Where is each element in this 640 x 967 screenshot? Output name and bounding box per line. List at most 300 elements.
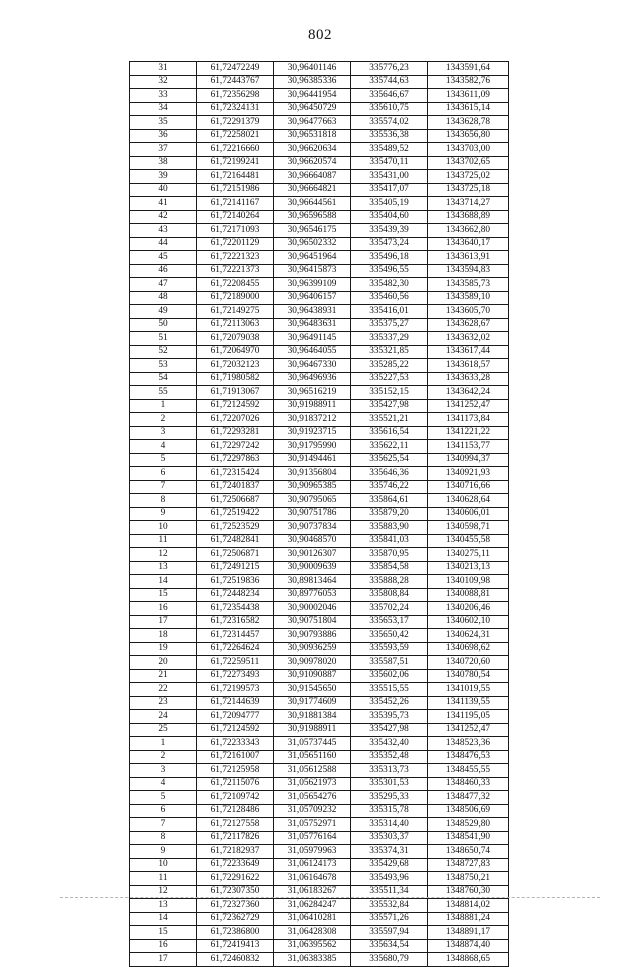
longitude-cell: 30,90793886 [274,629,351,643]
longitude-cell: 30,91881384 [274,710,351,724]
y-coordinate-cell: 1348727,83 [428,858,509,872]
point-number-cell: 9 [130,507,197,521]
x-coordinate-cell: 335493,96 [351,872,428,886]
x-coordinate-cell: 335879,20 [351,507,428,521]
longitude-cell: 30,96491145 [274,332,351,346]
longitude-cell: 30,96415873 [274,264,351,278]
latitude-cell: 61,72144639 [197,696,274,710]
longitude-cell: 31,05651160 [274,750,351,764]
y-coordinate-cell: 1348529,80 [428,818,509,832]
point-number-cell: 4 [130,440,197,454]
latitude-cell: 61,72141167 [197,197,274,211]
point-number-cell: 3 [130,426,197,440]
x-coordinate-cell: 335702,24 [351,602,428,616]
y-coordinate-cell: 1341195,05 [428,710,509,724]
x-coordinate-cell: 335470,11 [351,156,428,170]
x-coordinate-cell: 335375,27 [351,318,428,332]
x-coordinate-cell: 335625,54 [351,453,428,467]
longitude-cell: 30,96450729 [274,102,351,116]
y-coordinate-cell: 1343662,80 [428,224,509,238]
longitude-cell: 30,96406157 [274,291,351,305]
latitude-cell: 61,72124592 [197,723,274,737]
table-row [130,912,509,926]
x-coordinate-cell: 335746,22 [351,480,428,494]
y-coordinate-cell: 1348868,65 [428,953,509,967]
point-number-cell: 52 [130,345,197,359]
table-row [130,521,509,535]
x-coordinate-cell: 335680,79 [351,953,428,967]
table-row [130,629,509,643]
y-coordinate-cell: 1340716,66 [428,480,509,494]
y-coordinate-cell: 1343611,09 [428,89,509,103]
latitude-cell: 61,72354438 [197,602,274,616]
longitude-cell: 30,90751786 [274,507,351,521]
table-row [130,804,509,818]
table-row [130,696,509,710]
x-coordinate-cell: 335417,07 [351,183,428,197]
point-number-cell: 43 [130,224,197,238]
table-row [130,318,509,332]
coordinates-table-body [130,62,509,967]
latitude-cell: 61,72199241 [197,156,274,170]
x-coordinate-cell: 335395,73 [351,710,428,724]
x-coordinate-cell: 335653,17 [351,615,428,629]
x-coordinate-cell: 335427,98 [351,399,428,413]
latitude-cell: 61,72273493 [197,669,274,683]
latitude-cell: 61,72314457 [197,629,274,643]
latitude-cell: 61,72291379 [197,116,274,130]
x-coordinate-cell: 335496,18 [351,251,428,265]
x-coordinate-cell: 335574,02 [351,116,428,130]
table-row [130,156,509,170]
point-number-cell: 17 [130,953,197,967]
y-coordinate-cell: 1348460,33 [428,777,509,791]
latitude-cell: 61,72386800 [197,926,274,940]
longitude-cell: 30,90737834 [274,521,351,535]
y-coordinate-cell: 1343642,24 [428,386,509,400]
longitude-cell: 30,91923715 [274,426,351,440]
y-coordinate-cell: 1340720,60 [428,656,509,670]
longitude-cell: 30,90009639 [274,561,351,575]
latitude-cell: 61,72128486 [197,804,274,818]
point-number-cell: 44 [130,237,197,251]
latitude-cell: 61,72482841 [197,534,274,548]
table-row [130,764,509,778]
longitude-cell: 30,96664087 [274,170,351,184]
table-row [130,278,509,292]
table-row [130,62,509,76]
table-row [130,210,509,224]
table-row [130,642,509,656]
longitude-cell: 30,96596588 [274,210,351,224]
x-coordinate-cell: 335616,54 [351,426,428,440]
longitude-cell: 30,90936259 [274,642,351,656]
point-number-cell: 19 [130,642,197,656]
table-row [130,170,509,184]
longitude-cell: 30,90795065 [274,494,351,508]
y-coordinate-cell: 1343585,73 [428,278,509,292]
point-number-cell: 13 [130,899,197,913]
y-coordinate-cell: 1343617,44 [428,345,509,359]
point-number-cell: 11 [130,872,197,886]
latitude-cell: 61,72094777 [197,710,274,724]
y-coordinate-cell: 1340921,93 [428,467,509,481]
y-coordinate-cell: 1340780,54 [428,669,509,683]
table-row [130,345,509,359]
x-coordinate-cell: 335482,30 [351,278,428,292]
longitude-cell: 30,91795990 [274,440,351,454]
table-row [130,750,509,764]
longitude-cell: 30,91494461 [274,453,351,467]
longitude-cell: 31,05979963 [274,845,351,859]
latitude-cell: 61,72264624 [197,642,274,656]
table-row [130,710,509,724]
x-coordinate-cell: 335439,39 [351,224,428,238]
y-coordinate-cell: 1343605,70 [428,305,509,319]
longitude-cell: 30,90751804 [274,615,351,629]
latitude-cell: 61,72127558 [197,818,274,832]
y-coordinate-cell: 1341173,84 [428,413,509,427]
point-number-cell: 12 [130,548,197,562]
latitude-cell: 61,72125958 [197,764,274,778]
point-number-cell: 48 [130,291,197,305]
point-number-cell: 21 [130,669,197,683]
latitude-cell: 61,72259511 [197,656,274,670]
x-coordinate-cell: 335285,22 [351,359,428,373]
longitude-cell: 30,90468570 [274,534,351,548]
point-number-cell: 5 [130,791,197,805]
latitude-cell: 61,72221323 [197,251,274,265]
x-coordinate-cell: 335593,59 [351,642,428,656]
table-row [130,75,509,89]
latitude-cell: 61,72182937 [197,845,274,859]
point-number-cell: 40 [130,183,197,197]
x-coordinate-cell: 335610,75 [351,102,428,116]
longitude-cell: 31,05709232 [274,804,351,818]
latitude-cell: 61,72362729 [197,912,274,926]
longitude-cell: 30,96516219 [274,386,351,400]
y-coordinate-cell: 1348541,90 [428,831,509,845]
table-row [130,359,509,373]
longitude-cell: 31,06124173 [274,858,351,872]
y-coordinate-cell: 1348523,36 [428,737,509,751]
longitude-cell: 31,05776164 [274,831,351,845]
table-row [130,777,509,791]
x-coordinate-cell: 335227,53 [351,372,428,386]
latitude-cell: 61,72201129 [197,237,274,251]
longitude-cell: 30,91988911 [274,399,351,413]
longitude-cell: 31,05621973 [274,777,351,791]
longitude-cell: 30,96477663 [274,116,351,130]
latitude-cell: 61,72113063 [197,318,274,332]
longitude-cell: 30,96385336 [274,75,351,89]
y-coordinate-cell: 1343615,14 [428,102,509,116]
longitude-cell: 30,96644561 [274,197,351,211]
latitude-cell: 61,72519836 [197,575,274,589]
table-row [130,845,509,859]
table-row [130,399,509,413]
point-number-cell: 53 [130,359,197,373]
table-row [130,480,509,494]
longitude-cell: 30,96620634 [274,143,351,157]
point-number-cell: 20 [130,656,197,670]
latitude-cell: 61,72523529 [197,521,274,535]
longitude-cell: 30,90126307 [274,548,351,562]
table-row [130,548,509,562]
table-row [130,507,509,521]
x-coordinate-cell: 335313,73 [351,764,428,778]
y-coordinate-cell: 1343725,02 [428,170,509,184]
point-number-cell: 10 [130,858,197,872]
y-coordinate-cell: 1340109,98 [428,575,509,589]
y-coordinate-cell: 1343594,83 [428,264,509,278]
table-row [130,939,509,953]
point-number-cell: 42 [130,210,197,224]
y-coordinate-cell: 1343613,91 [428,251,509,265]
x-coordinate-cell: 335405,19 [351,197,428,211]
table-row [130,237,509,251]
x-coordinate-cell: 335776,23 [351,62,428,76]
longitude-cell: 30,96546175 [274,224,351,238]
x-coordinate-cell: 335521,21 [351,413,428,427]
point-number-cell: 39 [130,170,197,184]
longitude-cell: 30,91090887 [274,669,351,683]
latitude-cell: 61,72221373 [197,264,274,278]
table-row [130,494,509,508]
point-number-cell: 6 [130,467,197,481]
longitude-cell: 31,05612588 [274,764,351,778]
point-number-cell: 16 [130,939,197,953]
longitude-cell: 30,96464055 [274,345,351,359]
y-coordinate-cell: 1340698,62 [428,642,509,656]
table-row [130,723,509,737]
latitude-cell: 61,72448234 [197,588,274,602]
y-coordinate-cell: 1343656,80 [428,129,509,143]
y-coordinate-cell: 1340624,31 [428,629,509,643]
latitude-cell: 61,72161007 [197,750,274,764]
x-coordinate-cell: 335489,52 [351,143,428,157]
x-coordinate-cell: 335374,31 [351,845,428,859]
x-coordinate-cell: 335515,55 [351,683,428,697]
table-row [130,872,509,886]
point-number-cell: 50 [130,318,197,332]
latitude-cell: 61,72151986 [197,183,274,197]
x-coordinate-cell: 335511,34 [351,885,428,899]
y-coordinate-cell: 1343628,78 [428,116,509,130]
latitude-cell: 61,72491215 [197,561,274,575]
point-number-cell: 6 [130,804,197,818]
longitude-cell: 30,90978020 [274,656,351,670]
latitude-cell: 61,71980582 [197,372,274,386]
table-row [130,615,509,629]
x-coordinate-cell: 335536,38 [351,129,428,143]
longitude-cell: 31,05752971 [274,818,351,832]
x-coordinate-cell: 335571,26 [351,912,428,926]
latitude-cell: 61,72472249 [197,62,274,76]
latitude-cell: 61,72208455 [197,278,274,292]
longitude-cell: 30,90965385 [274,480,351,494]
y-coordinate-cell: 1340994,37 [428,453,509,467]
y-coordinate-cell: 1343633,28 [428,372,509,386]
page-number: 802 [308,27,332,43]
table-row [130,305,509,319]
point-number-cell: 34 [130,102,197,116]
latitude-cell: 61,72149275 [197,305,274,319]
point-number-cell: 2 [130,750,197,764]
x-coordinate-cell: 335303,37 [351,831,428,845]
x-coordinate-cell: 335634,54 [351,939,428,953]
y-coordinate-cell: 1343640,17 [428,237,509,251]
point-number-cell: 5 [130,453,197,467]
x-coordinate-cell: 335315,78 [351,804,428,818]
longitude-cell: 30,89776053 [274,588,351,602]
y-coordinate-cell: 1348477,32 [428,791,509,805]
longitude-cell: 30,91774609 [274,696,351,710]
longitude-cell: 30,96441954 [274,89,351,103]
y-coordinate-cell: 1341252,47 [428,723,509,737]
point-number-cell: 54 [130,372,197,386]
point-number-cell: 1 [130,737,197,751]
x-coordinate-cell: 335841,03 [351,534,428,548]
table-row [130,224,509,238]
table-row [130,818,509,832]
x-coordinate-cell: 335295,33 [351,791,428,805]
latitude-cell: 61,72189000 [197,291,274,305]
table-row [130,858,509,872]
latitude-cell: 61,72293281 [197,426,274,440]
y-coordinate-cell: 1343714,27 [428,197,509,211]
longitude-cell: 30,91988911 [274,723,351,737]
y-coordinate-cell: 1348881,24 [428,912,509,926]
latitude-cell: 61,72171093 [197,224,274,238]
point-number-cell: 4 [130,777,197,791]
point-number-cell: 25 [130,723,197,737]
x-coordinate-cell: 335404,60 [351,210,428,224]
latitude-cell: 61,72109742 [197,791,274,805]
longitude-cell: 31,06284247 [274,899,351,913]
longitude-cell: 30,96399109 [274,278,351,292]
point-number-cell: 24 [130,710,197,724]
point-number-cell: 8 [130,831,197,845]
latitude-cell: 61,72079038 [197,332,274,346]
table-row [130,683,509,697]
longitude-cell: 30,96438931 [274,305,351,319]
y-coordinate-cell: 1348874,40 [428,939,509,953]
latitude-cell: 61,72307350 [197,885,274,899]
x-coordinate-cell: 335602,06 [351,669,428,683]
x-coordinate-cell: 335452,26 [351,696,428,710]
longitude-cell: 30,91356804 [274,467,351,481]
table-row [130,737,509,751]
point-number-cell: 15 [130,588,197,602]
y-coordinate-cell: 1340206,46 [428,602,509,616]
point-number-cell: 11 [130,534,197,548]
point-number-cell: 16 [130,602,197,616]
point-number-cell: 10 [130,521,197,535]
point-number-cell: 7 [130,818,197,832]
y-coordinate-cell: 1343589,10 [428,291,509,305]
latitude-cell: 61,72519422 [197,507,274,521]
x-coordinate-cell: 335888,28 [351,575,428,589]
longitude-cell: 31,06395562 [274,939,351,953]
x-coordinate-cell: 335321,85 [351,345,428,359]
point-number-cell: 41 [130,197,197,211]
longitude-cell: 30,96620574 [274,156,351,170]
table-row [130,264,509,278]
latitude-cell: 61,72419413 [197,939,274,953]
y-coordinate-cell: 1340602,10 [428,615,509,629]
table-row [130,669,509,683]
x-coordinate-cell: 335314,40 [351,818,428,832]
x-coordinate-cell: 335473,24 [351,237,428,251]
table-row [130,413,509,427]
y-coordinate-cell: 1341153,77 [428,440,509,454]
table-row [130,332,509,346]
y-coordinate-cell: 1340455,58 [428,534,509,548]
y-coordinate-cell: 1348760,30 [428,885,509,899]
y-coordinate-cell: 1348455,55 [428,764,509,778]
latitude-cell: 61,72207026 [197,413,274,427]
longitude-cell: 30,91545650 [274,683,351,697]
longitude-cell: 30,91837212 [274,413,351,427]
longitude-cell: 30,96483631 [274,318,351,332]
point-number-cell: 23 [130,696,197,710]
point-number-cell: 7 [130,480,197,494]
point-number-cell: 35 [130,116,197,130]
y-coordinate-cell: 1340088,81 [428,588,509,602]
table-row [130,89,509,103]
table-row [130,372,509,386]
point-number-cell: 8 [130,494,197,508]
table-row [130,656,509,670]
table-row [130,831,509,845]
y-coordinate-cell: 1343725,18 [428,183,509,197]
y-coordinate-cell: 1340598,71 [428,521,509,535]
scan-bottom-edge [60,897,600,898]
x-coordinate-cell: 335646,67 [351,89,428,103]
longitude-cell: 30,96496936 [274,372,351,386]
y-coordinate-cell: 1341221,22 [428,426,509,440]
latitude-cell: 61,72506687 [197,494,274,508]
x-coordinate-cell: 335597,94 [351,926,428,940]
y-coordinate-cell: 1341139,55 [428,696,509,710]
table-row [130,426,509,440]
table-row [130,534,509,548]
y-coordinate-cell: 1348650,74 [428,845,509,859]
y-coordinate-cell: 1343703,00 [428,143,509,157]
point-number-cell: 47 [130,278,197,292]
point-number-cell: 36 [130,129,197,143]
longitude-cell: 30,90002046 [274,602,351,616]
table-row [130,129,509,143]
x-coordinate-cell: 335429,68 [351,858,428,872]
y-coordinate-cell: 1343632,02 [428,332,509,346]
point-number-cell: 12 [130,885,197,899]
latitude-cell: 61,72356298 [197,89,274,103]
point-number-cell: 33 [130,89,197,103]
point-number-cell: 45 [130,251,197,265]
y-coordinate-cell: 1340275,11 [428,548,509,562]
table-row [130,791,509,805]
longitude-cell: 31,06164678 [274,872,351,886]
longitude-cell: 30,96467330 [274,359,351,373]
y-coordinate-cell: 1341019,55 [428,683,509,697]
latitude-cell: 61,72443767 [197,75,274,89]
table-row [130,143,509,157]
latitude-cell: 61,72401837 [197,480,274,494]
point-number-cell: 2 [130,413,197,427]
x-coordinate-cell: 335650,42 [351,629,428,643]
